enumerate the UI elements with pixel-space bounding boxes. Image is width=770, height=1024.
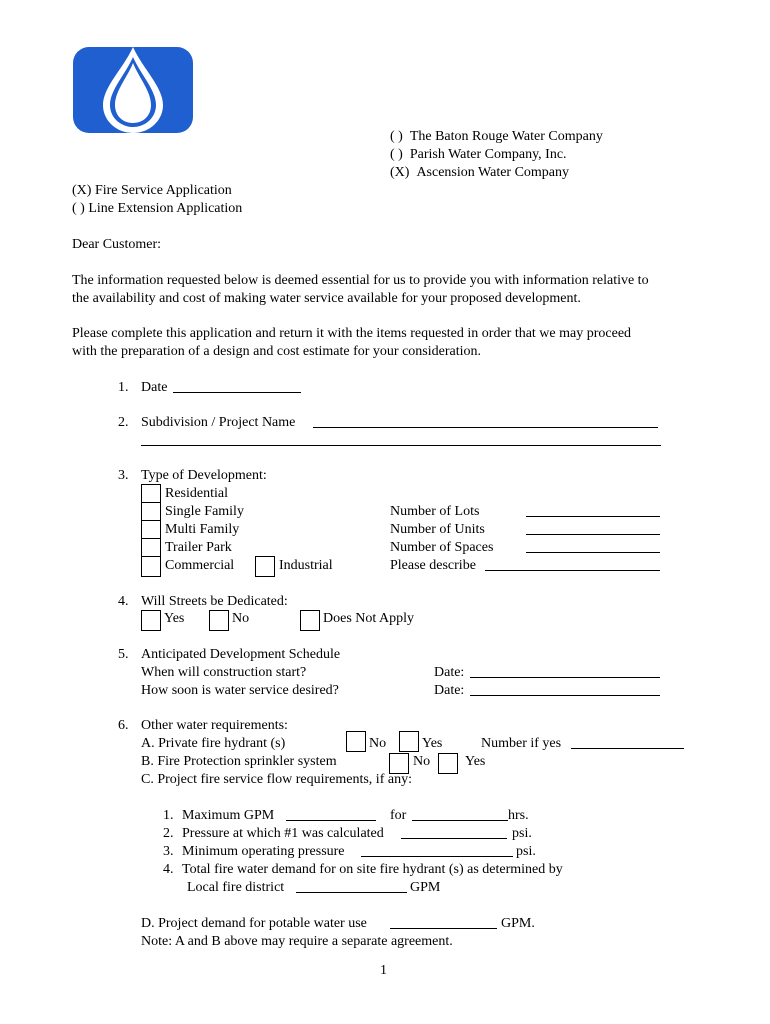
number-of-units-label: Number of Units [390, 522, 485, 537]
application-name: Line Extension Application [88, 201, 243, 216]
company-name: Ascension Water Company [416, 165, 570, 180]
hours-label: hrs. [508, 808, 529, 823]
question-number: 6. [118, 718, 129, 733]
construction-date-field[interactable] [470, 677, 660, 678]
streets-na-checkbox[interactable] [300, 610, 320, 631]
question-number: 3. [118, 468, 129, 483]
local-fire-district-field[interactable] [296, 892, 407, 893]
company-name: The Baton Rouge Water Company [409, 129, 603, 144]
company-mark: ( ) [390, 147, 403, 162]
max-gpm-label: Maximum GPM [182, 808, 275, 823]
construction-date-label: Date: [434, 665, 465, 680]
agreement-note: Note: A and B above may require a separate agreement. [141, 934, 453, 949]
hydrant-no-checkbox[interactable] [346, 731, 366, 752]
min-pressure-field[interactable] [361, 856, 513, 857]
construction-start-label: When will construction start? [141, 665, 307, 680]
company-name: Parish Water Company, Inc. [409, 147, 567, 162]
max-gpm-for-label: for [390, 808, 407, 823]
instruction-paragraph-line: with the preparation of a design and cost estimate for your consideration. [72, 344, 481, 359]
total-demand-label: Total fire water demand for on site fire hydrant (s) as determined by [182, 862, 563, 877]
commercial-label: Commercial [165, 558, 235, 573]
sub-item-number: 4. [163, 862, 174, 877]
date-field[interactable] [173, 392, 301, 393]
company-option-parish[interactable] [390, 146, 567, 163]
hydrant-yes-checkbox[interactable] [399, 731, 419, 752]
please-describe-label: Please describe [390, 558, 476, 573]
water-drop-logo [73, 45, 193, 135]
sub-item-number: 2. [163, 826, 174, 841]
sprinkler-yes-label: Yes [465, 754, 486, 769]
streets-no-checkbox[interactable] [209, 610, 229, 631]
please-describe-field[interactable] [485, 570, 660, 571]
private-hydrant-label: A. Private fire hydrant (s) [141, 736, 286, 751]
pressure-calculated-unit: psi. [512, 826, 532, 841]
number-of-lots-label: Number of Lots [390, 504, 480, 519]
max-gpm-field[interactable] [286, 820, 376, 821]
streets-yes-label: Yes [164, 611, 185, 626]
trailer-park-label: Trailer Park [165, 540, 232, 555]
potable-demand-field[interactable] [390, 928, 497, 929]
service-desired-label: How soon is water service desired? [141, 683, 339, 698]
pressure-calculated-field[interactable] [401, 838, 507, 839]
question-number: 5. [118, 647, 129, 662]
pressure-calculated-label: Pressure at which #1 was calculated [182, 826, 384, 841]
service-date-label: Date: [434, 683, 465, 698]
project-name-field[interactable] [313, 427, 658, 428]
company-mark: ( ) [390, 129, 403, 144]
sprinkler-yes-checkbox[interactable] [438, 753, 458, 774]
schedule-label: Anticipated Development Schedule [141, 647, 341, 662]
residential-label: Residential [165, 486, 228, 501]
hydrant-yes-label: Yes [422, 736, 443, 751]
service-date-field[interactable] [470, 695, 660, 696]
streets-dedicated-label: Will Streets be Dedicated: [141, 594, 288, 609]
number-of-lots-field[interactable] [526, 516, 660, 517]
flow-requirements-label: C. Project fire service flow requirements, if any: [141, 772, 412, 787]
application-option-line[interactable] [72, 200, 242, 217]
application-mark: ( ) [72, 201, 85, 216]
hydrant-no-label: No [369, 736, 387, 751]
question-number: 1. [118, 380, 129, 395]
sprinkler-label: B. Fire Protection sprinkler system [141, 754, 337, 769]
project-name-label: Subdivision / Project Name [141, 415, 296, 430]
potable-demand-unit: GPM. [501, 916, 535, 931]
single-family-label: Single Family [165, 504, 244, 519]
sub-item-number: 1. [163, 808, 174, 823]
other-requirements-label: Other water requirements: [141, 718, 288, 733]
number-of-spaces-label: Number of Spaces [390, 540, 494, 555]
instruction-paragraph-line: Please complete this application and return it with the items requested in order that we may proceed [72, 326, 632, 341]
streets-na-label: Does Not Apply [323, 611, 414, 626]
number-of-units-field[interactable] [526, 534, 660, 535]
local-fire-district-unit: GPM [410, 880, 441, 895]
streets-no-label: No [232, 611, 250, 626]
number-if-yes-label: Number if yes [481, 736, 562, 751]
application-name: Fire Service Application [94, 183, 232, 198]
project-name-field-line2[interactable] [141, 445, 661, 446]
intro-paragraph-line: The information requested below is deemed essential for us to provide you with information relative to [72, 273, 649, 288]
number-of-spaces-field[interactable] [526, 552, 660, 553]
industrial-checkbox[interactable] [255, 556, 275, 577]
company-option-ascension[interactable] [390, 164, 569, 181]
local-fire-district-label: Local fire district [187, 880, 285, 895]
question-number: 2. [118, 415, 129, 430]
min-pressure-unit: psi. [516, 844, 536, 859]
min-pressure-label: Minimum operating pressure [182, 844, 345, 859]
sub-item-number: 3. [163, 844, 174, 859]
application-option-fire[interactable] [72, 182, 232, 199]
potable-demand-label: D. Project demand for potable water use [141, 916, 367, 931]
industrial-label: Industrial [279, 558, 333, 573]
development-type-label: Type of Development: [141, 468, 267, 483]
multi-family-label: Multi Family [165, 522, 240, 537]
application-mark: (X) [72, 183, 92, 198]
page-number: 1 [380, 963, 387, 978]
hours-field[interactable] [412, 820, 508, 821]
date-label: Date [141, 380, 168, 395]
number-if-yes-field[interactable] [571, 748, 684, 749]
sprinkler-no-label: No [413, 754, 431, 769]
salutation: Dear Customer: [72, 237, 162, 252]
question-number: 4. [118, 594, 129, 609]
company-mark: (X) [390, 165, 410, 180]
company-option-baton-rouge[interactable] [390, 128, 603, 145]
intro-paragraph-line: the availability and cost of making water service available for your proposed development. [72, 291, 581, 306]
commercial-checkbox[interactable] [141, 556, 161, 577]
streets-yes-checkbox[interactable] [141, 610, 161, 631]
